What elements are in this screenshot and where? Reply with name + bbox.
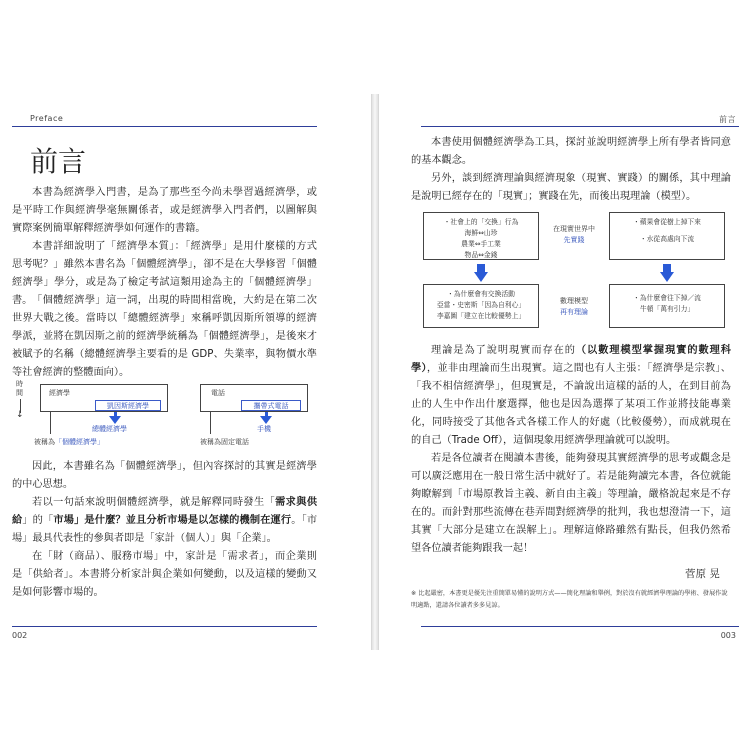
- called-label: 被稱為「個體經濟學」: [34, 438, 104, 446]
- exchange-box: ・社會上的「交換」行為 海鮮⇔山珍 農業⇔手工業 物品⇔金錢: [423, 212, 539, 260]
- down-arrow-icon: [474, 272, 488, 282]
- connector: [210, 412, 211, 434]
- right-page: [378, 94, 750, 650]
- box-title: 電話: [211, 389, 225, 397]
- header-rule: [12, 126, 317, 127]
- paragraph: 另外，談到經濟理論與經濟現象（現實、實踐）的關係，其中理論是說明已經存在的「現實」；實踐在先，而後出現理論（模型）。: [411, 173, 731, 202]
- paragraph-emphasis: 若以一句話來說明個體經濟學，就是解釋同時發生「需求與供給」的「市場」是什麼？並且分析市場是以怎樣的機制在運行。「市場」最具代表性的參與者即是「家計（個人）」與「企業」。: [12, 497, 318, 544]
- paragraph: 「個體經濟學」這一詞，出現的時間相當晚，大約是在第二次世界大戰之後。當時以「總體經濟學」來稱呼凱因斯所領導的經濟學派，並將在凱因斯之前的經濟學統稱為「個體經濟學」，是後來才被賦予的名稱（總體經濟學主要看的是 GDP、失業率，與物價水準等社會經濟的整體面向）。: [12, 295, 317, 378]
- arrow-shaft: [477, 264, 485, 272]
- down-arrow-icon: ↓: [16, 410, 24, 420]
- newton-box: ・為什麼會往下掉／流 牛頓「萬有引力」: [609, 284, 725, 328]
- paragraph: 本書為經濟學入門書，是為了那些至今尚未學習過經濟學，或是平時工作與經濟學毫無關係者，或是經濟學入門者們，以圖解與實際案例簡單解釋經濟學如何運作的書籍。: [12, 187, 317, 234]
- down-arrow-icon: [109, 416, 121, 424]
- box-title: 經濟學: [49, 389, 70, 397]
- down-arrow-icon: [260, 416, 272, 424]
- fixed-line-label: 被稱為固定電話: [200, 438, 249, 446]
- running-header: 前言: [719, 115, 736, 124]
- page-number: 002: [12, 631, 28, 640]
- paragraph: 本書使用個體經濟學為工具，探討並說明經濟學上所有學者皆同意的基本觀念。: [411, 137, 731, 166]
- footer-rule: [12, 626, 317, 627]
- theory-label: 數理模型 再有理論: [560, 297, 588, 316]
- paragraph: 若是各位讀者在閱讀本書後，能夠發現其實經濟學的思考或觀念是可以廣泛應用在一般日常生活中就好了。若是能夠讀完本書，各位就能夠瞭解到「市場原教旨主義、新自由主義」等理論，嚴格說起來是不存在的。而針對那些流傳在巷弄間對經濟學的批判，我也想澄清一下，這其實「大部分是建立在誤解上」。理解這條路雖然有點長，但我仍然希望各位讀者能夠跟我一起！: [411, 453, 731, 554]
- down-arrow-icon: [660, 272, 674, 282]
- practice-label: 在現實世界中 先實踐: [553, 225, 595, 244]
- time-label: 時間: [16, 380, 23, 397]
- paragraph: 因此，本書雖名為「個體經濟學」，但內容探討的其實是經濟學的中心思想。: [12, 461, 317, 490]
- footnote: ※ 比起嚴密，本書更是優先注重簡單易懂的說明方式——簡化理論和舉例，對於沒有就經濟學理論的學術、發展作說明適點，還請各位讀者多多見諒。: [411, 590, 728, 609]
- author-signature: 菅原 晃: [685, 568, 720, 580]
- left-page: [0, 94, 372, 650]
- connector: [50, 412, 51, 434]
- keynes-tag: 凱因斯經濟學: [95, 400, 161, 411]
- macro-label: 總體經濟學: [92, 425, 127, 433]
- header-rule: [421, 126, 739, 127]
- mobile-label: 手機: [257, 425, 271, 433]
- gravity-box: ・蘋果會從樹上掉下來 ・水從高處向下流: [609, 212, 725, 260]
- economics-box: [40, 384, 168, 412]
- page-number: 003: [720, 631, 736, 640]
- telephone-box: [200, 384, 308, 412]
- trade-theory-box: ・為什麼會有交換活動 亞當・史密斯「因為自利心」 李嘉圖「建立在比較優勢上」: [423, 284, 539, 328]
- paragraph-emphasis: 理論是為了說明現實而存在的（以數理模型掌握現實的數理科學），並非由理論而生出現實。這之間也有人主張：「經濟學是宗教」、「我不相信經濟學」，但現實是，不論說出這樣的話的人，在到目前為止的人生中作出什麼選擇，他也是因為選擇了某項工作並將技能專業化，同時接受了其他各式各樣工作人的好處（比較優勢），而成就現在的自己（Trade Off），這個現象用經濟學理論就可以說明。: [411, 345, 731, 446]
- running-header: Preface: [30, 114, 64, 123]
- paragraph: 本書詳細說明了「經濟學本質」：「經濟學」是用什麼樣的方式思考呢？」雖然本書名為「個體經濟學」，卻不是在大學修習「個體經濟學」學分，或是為了檢定考試這類用途為主的「個體經濟學」書。: [12, 241, 317, 306]
- footer-rule: [421, 626, 739, 627]
- mobile-tag: 攜帶式電話: [241, 400, 301, 411]
- paragraph: 在「財（商品）、服務市場」中，家計是「需求者」，而企業則是「供給者」。本書將分析家計與企業如何變動，以及這樣的變動又是如何影響市場的。: [12, 551, 317, 598]
- page-title: 前言: [30, 145, 87, 178]
- book-spread: [0, 94, 750, 650]
- arrow-shaft: [663, 264, 671, 272]
